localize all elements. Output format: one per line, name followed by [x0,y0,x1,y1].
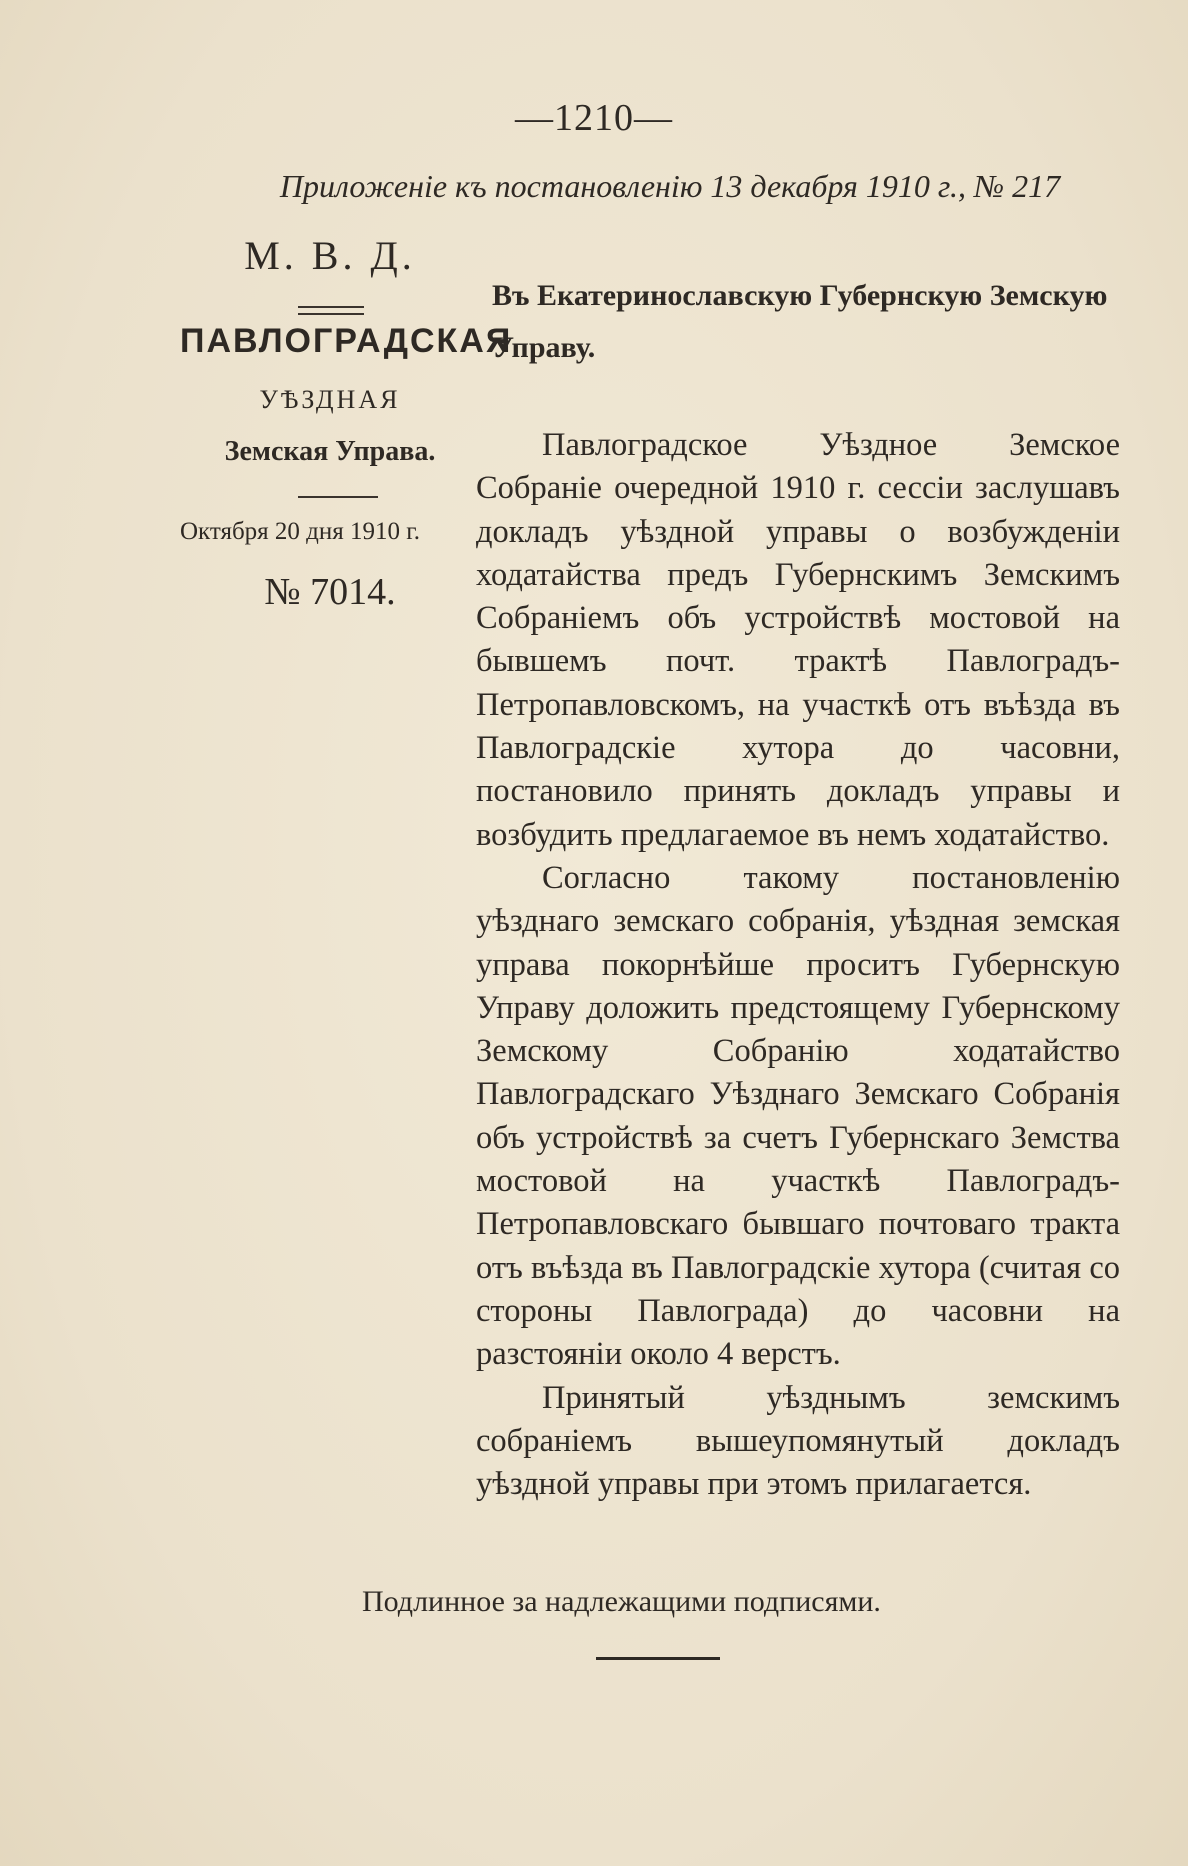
ministry-header: М. В. Д. [244,233,416,278]
letter-body [476,424,1120,1506]
signature-rule [596,1657,720,1660]
paragraph: Павлоградское Уѣздное Земское Собраніе очередной 1910 г. сессіи заслушавъ докладъ уѣздной управы о возбужденіи ходатайства предъ Губернскимъ Земскимъ Собраніемъ объ устройствѣ мостовой на бывшемъ почт. трактѣ Павлоградъ-Петропавловскомъ, на участкѣ отъ въѣзда въ Павлоградскіе хутора до часовни, постановило принять докладъ управы и возбудить предлагаемое въ немъ ходатайство. [476,427,1120,853]
board-name: Земская Управа. [224,436,436,467]
addressee: Въ Екатеринославскую Губернскую Земскую Управу. [492,279,1108,364]
letter-number: № 7014. [264,571,396,613]
letter-date: Октября 20 дня 1910 г. [180,518,420,545]
header-rule [298,496,378,498]
double-rule [298,306,364,315]
paragraph: Согласно такому постановленію уѣзднаго земскаго собранія, уѣздная земская управа покорнѣйше проситъ Губернскую Управу доложить предстоящему Губернскому Земскому Собранію ходатайство Павлоградскаго Уѣзднаго Земскаго Собранія объ устройствѣ за счетъ Губернскаго Земства мостовой на участкѣ Павлоградъ-Петропавловскаго бывшаго почтоваго тракта отъ въѣзда въ Павлоградскіе хутора (считая со стороны Павлограда) до часовни на разстояніи около 4 верстъ. [476,859,1120,1373]
district-type: УѢЗДНАЯ [259,385,401,414]
appendix-note: Приложеніе къ постановленію 13 декабря 1910 г., № 217 [279,168,1061,204]
paragraph: Принятый уѣзднымъ земскимъ собраніемъ вышеупомянутый докладъ уѣздной управы при этомъ прилагается. [476,1379,1120,1503]
page-number: —1210— [515,97,673,139]
district-name: ПАВЛОГРАДСКАЯ [180,322,513,360]
closing-line: Подлинное за надлежащими подписями. [362,1585,881,1618]
